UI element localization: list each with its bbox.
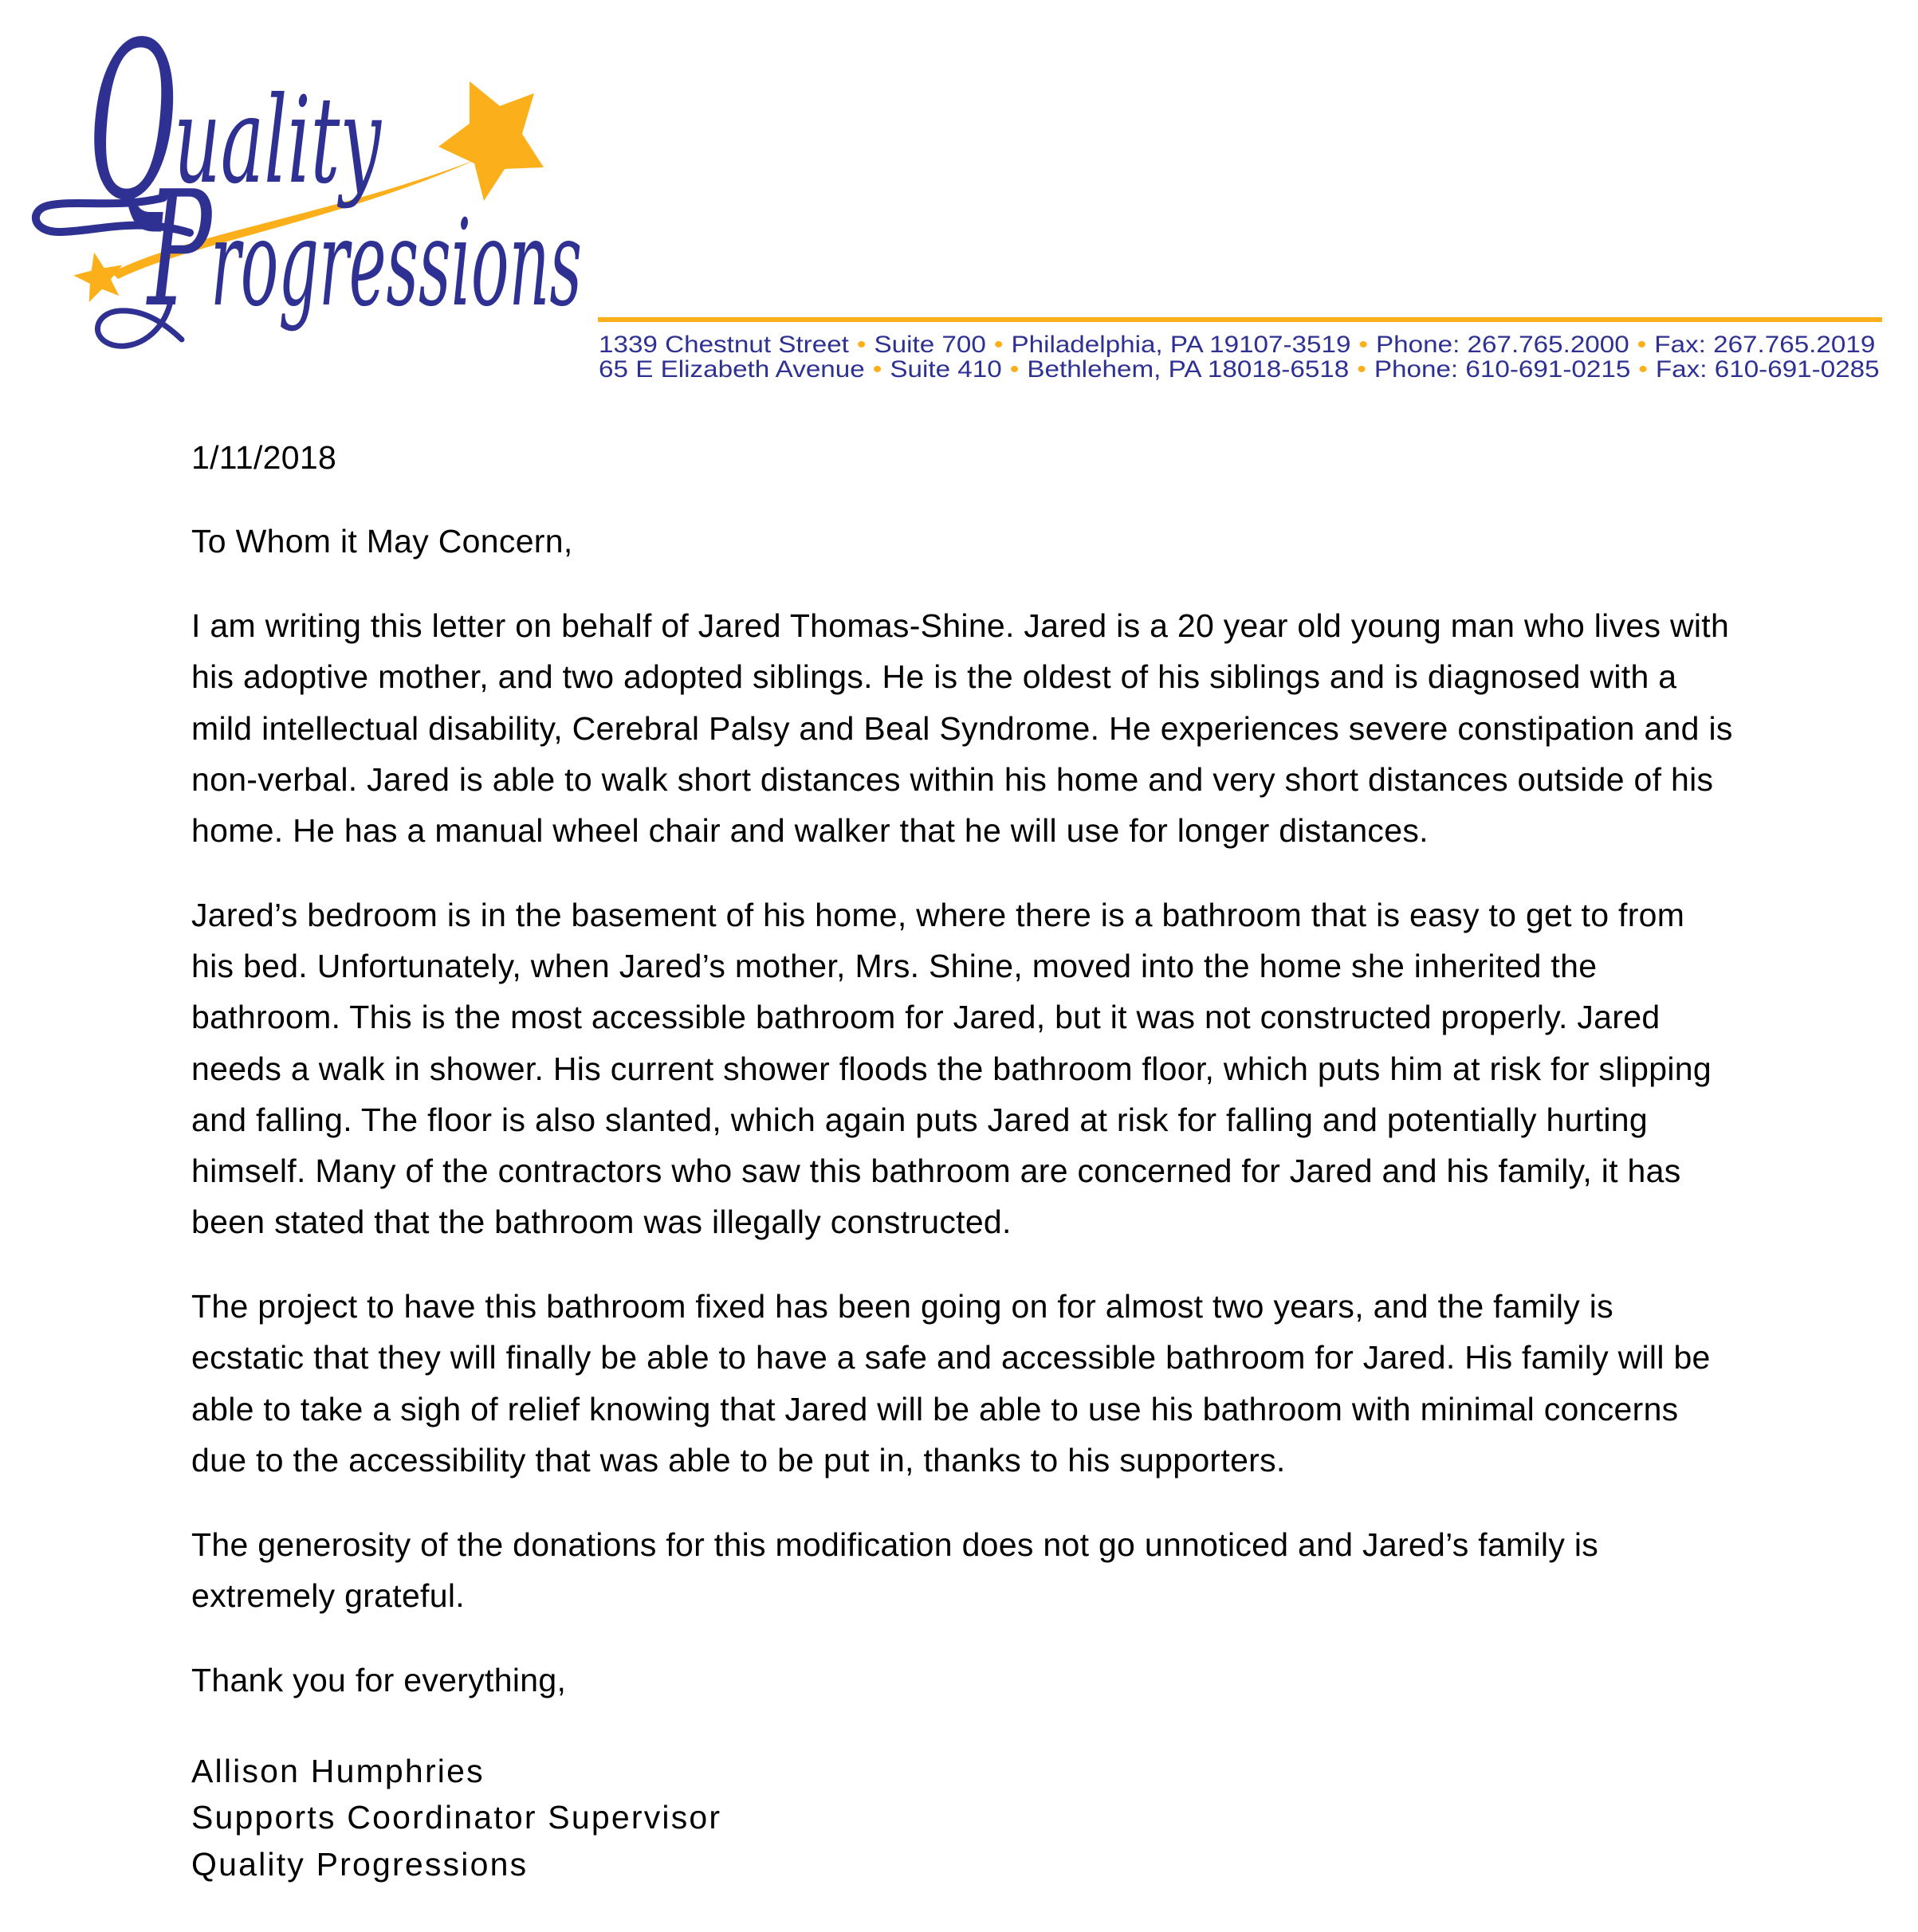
signer-organization: Quality Progressions <box>191 1845 529 1883</box>
signature-block <box>191 1748 721 1888</box>
large-star-icon <box>438 81 544 201</box>
closing-text: Thank you for everything, <box>191 1661 567 1698</box>
bullet-separator: • <box>1357 356 1366 383</box>
city-state-zip: Philadelphia, PA 19107-3519 <box>1011 332 1351 358</box>
text-line: ecstatic that they will finally be able to have a safe and accessible bathroom for Jared. His family will be <box>191 1339 1711 1376</box>
paragraph-project <box>191 1281 1733 1486</box>
suite: Suite 700 <box>874 332 986 358</box>
text-line: The project to have this bathroom fixed has been going on for almost two years, and the family is <box>191 1288 1613 1325</box>
logo-initial-p: P <box>147 156 212 343</box>
address-row <box>599 357 1880 382</box>
text-line: extremely grateful. <box>191 1577 465 1614</box>
fax-number: Fax: 610-691-0285 <box>1655 356 1880 383</box>
phone-number: Phone: 610-691-0215 <box>1374 356 1631 383</box>
date-text: 1/11/2018 <box>191 438 337 476</box>
bullet-separator: • <box>1638 356 1648 383</box>
bullet-separator: • <box>993 332 1004 358</box>
salutation-text: To Whom it May Concern, <box>191 523 573 560</box>
letter-date <box>191 432 1733 483</box>
city-state-zip: Bethlehem, PA 18018-6518 <box>1027 356 1350 383</box>
paragraph-bathroom <box>191 889 1733 1248</box>
signer-title: Supports Coordinator Supervisor <box>191 1799 722 1836</box>
letter-body <box>191 432 1733 1739</box>
text-line: his bed. Unfortunately, when Jared’s mother, Mrs. Shine, moved into the home she inherited the <box>191 948 1598 985</box>
paragraph-gratitude <box>191 1519 1733 1622</box>
closing <box>191 1655 1733 1706</box>
text-line: mild intellectual disability, Cerebral Palsy and Beal Syndrome. He experiences severe constipation and is <box>191 709 1733 747</box>
text-line: The generosity of the donations for this modification does not go unnoticed and Jared’s family is <box>191 1526 1599 1563</box>
fax-number: Fax: 267.765.2019 <box>1654 332 1876 358</box>
text-line: himself. Many of the contractors who saw this bathroom are concerned for Jared and his family, it has <box>191 1153 1681 1190</box>
bullet-separator: • <box>1637 332 1647 358</box>
bullet-separator: • <box>872 356 882 383</box>
office-addresses <box>599 332 1880 382</box>
paragraph-introduction <box>191 600 1733 856</box>
office-address-philadelphia <box>599 332 1875 357</box>
text-line: and falling. The floor is also slanted, which again puts Jared at risk for falling and potentially hurting <box>191 1101 1648 1138</box>
logo-text-progressions-rest: rogressions <box>210 194 582 333</box>
text-line: Jared’s bedroom is in the basement of his home, where there is a bathroom that is easy to get to from <box>191 896 1685 933</box>
letterhead-divider <box>598 317 1882 322</box>
text-line: bathroom. This is the most accessible bathroom for Jared, but it was not constructed properly. Jared <box>191 999 1661 1036</box>
phone-number: Phone: 267.765.2000 <box>1376 332 1629 358</box>
text-line: his adoptive mother, and two adopted siblings. He is the oldest of his siblings and is diagnosed with a <box>191 658 1677 696</box>
text-line: I am writing this letter on behalf of Jared Thomas-Shine. Jared is a 20 year old young man who lives with <box>191 607 1730 645</box>
salutation <box>191 516 1733 567</box>
text-line: non-verbal. Jared is able to walk short distances within his home and very short distances outside of his <box>191 760 1714 798</box>
text-line: due to the accessibility that was able to be put in, thanks to his supporters. <box>191 1441 1286 1478</box>
street-address: 1339 Chestnut Street <box>599 332 849 358</box>
company-logo <box>0 0 606 367</box>
text-line: been stated that the bathroom was illegally constructed. <box>191 1204 1012 1241</box>
logo-text-quality-rest: uality <box>174 72 383 210</box>
street-address: 65 E Elizabeth Avenue <box>599 356 865 383</box>
signer-name: Allison Humphries <box>191 1752 485 1789</box>
bullet-separator: • <box>1358 332 1369 358</box>
office-address-bethlehem <box>599 357 1880 382</box>
logo-initial-q: Q <box>88 0 177 249</box>
suite: Suite 410 <box>890 356 1002 383</box>
text-line: needs a walk in shower. His current shower floods the bathroom floor, which puts him at risk for slipping <box>191 1050 1712 1087</box>
bullet-separator: • <box>856 332 867 358</box>
bullet-separator: • <box>1009 356 1020 383</box>
text-line: able to take a sigh of relief knowing that Jared will be able to use his bathroom with minimal concerns <box>191 1390 1679 1427</box>
address-row <box>599 332 1875 357</box>
small-star-icon <box>73 253 122 303</box>
text-line: home. He has a manual wheel chair and walker that he will use for longer distances. <box>191 812 1429 850</box>
